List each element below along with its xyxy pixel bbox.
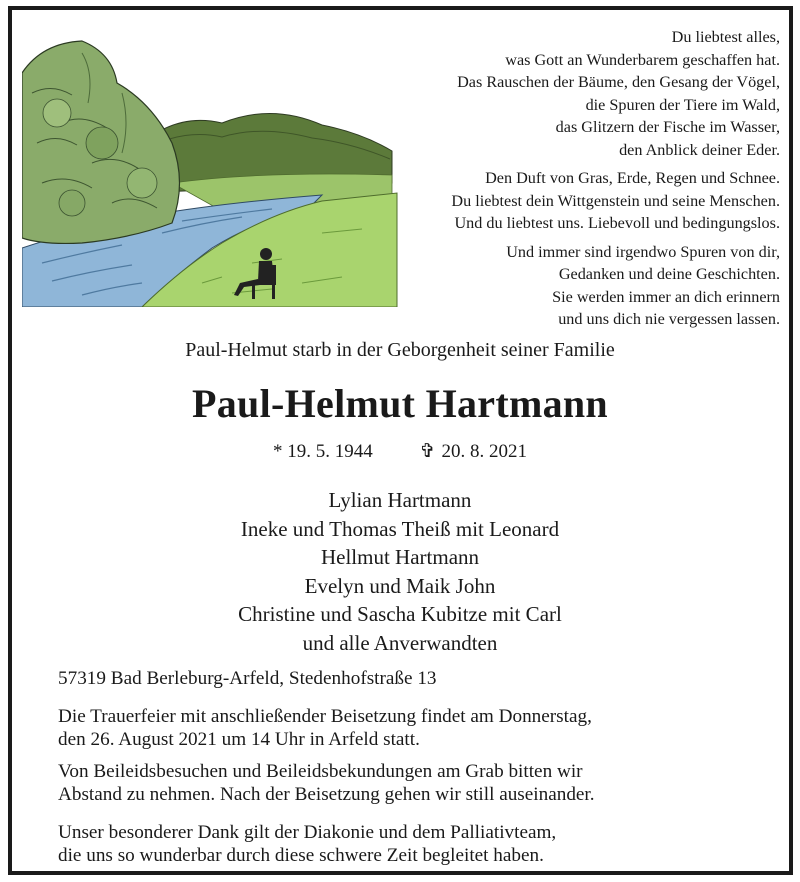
life-dates — [0, 440, 800, 463]
poem-line: was Gott an Wunderbarem geschaffen hat. — [505, 50, 780, 69]
poem-stanza — [380, 241, 780, 331]
river-landscape-illustration — [22, 33, 402, 307]
thanks-line: die uns so wunderbar durch diese schwere Zeit begleitet haben. — [58, 844, 544, 866]
poem-line: Und du liebtest uns. Liebevoll und bedingungslos. — [454, 214, 780, 232]
address-line: 57319 Bad Berleburg-Arfeld, Stedenhofstraße 13 — [58, 668, 437, 689]
poem — [380, 26, 780, 337]
poem-stanza — [380, 26, 780, 161]
intro-line: Paul-Helmut starb in der Geborgenheit seiner Familie — [185, 339, 615, 361]
poem-line: den Anblick deiner Eder. — [619, 140, 780, 159]
poem-line: Und immer sind irgendwo Spuren von dir, — [506, 242, 780, 261]
death-date: 20. 8. 2021 — [441, 441, 527, 462]
mourner-line: Ineke und Thomas Theiß mit Leonard — [240, 516, 560, 541]
poem-line: Gedanken und deine Geschichten. — [558, 265, 780, 283]
mourner-line: Hellmut Hartmann — [320, 545, 480, 570]
poem-stanza — [380, 167, 780, 235]
poem-line: Den Duft von Gras, Erde, Regen und Schnee. — [485, 169, 780, 187]
thanks-line: Unser besonderer Dank gilt der Diakonie und dem Palliativteam, — [58, 822, 557, 843]
mourners-list — [0, 486, 800, 658]
poem-line: Sie werden immer an dich erinnern — [552, 287, 780, 306]
poem-line: das Glitzern der Fische im Wasser, — [555, 118, 780, 136]
poem-line: Du liebtest dein Wittgenstein und seine Menschen. — [451, 191, 780, 210]
poem-line: die Spuren der Tiere im Wald, — [585, 95, 780, 114]
mourner-line: Evelyn und Maik John — [304, 573, 496, 598]
mourner-line: und alle Anverwandten — [302, 630, 498, 655]
ceremony-line: den 26. August 2021 um 14 Uhr in Arfeld statt. — [58, 728, 420, 750]
cross-icon: ✞ — [419, 441, 436, 462]
poem-line: Du liebtest alles, — [671, 28, 780, 46]
deceased-name: Paul-Helmut Hartmann — [192, 381, 608, 426]
mourner-line: Lylian Hartmann — [328, 488, 472, 512]
poem-line: Das Rauschen der Bäume, den Gesang der Vögel, — [457, 73, 780, 91]
ceremony-line: Die Trauerfeier mit anschließender Beisetzung findet am Donnerstag, — [58, 706, 592, 727]
thanks — [58, 822, 678, 867]
condolence-line: Abstand zu nehmen. Nach der Beisetzung gehen wir still auseinander. — [58, 783, 595, 805]
mourner-line: Christine und Sascha Kubitze mit Carl — [238, 602, 562, 627]
condolence-request — [58, 761, 678, 806]
poem-line: und uns dich nie vergessen lassen. — [558, 310, 780, 328]
birth-date: * 19. 5. 1944 — [273, 441, 373, 462]
death-date-wrapper — [420, 440, 527, 463]
ceremony-info — [58, 706, 678, 751]
condolence-line: Von Beileidsbesuchen und Beileidsbekundungen am Grab bitten wir — [58, 761, 583, 782]
address — [58, 668, 678, 691]
